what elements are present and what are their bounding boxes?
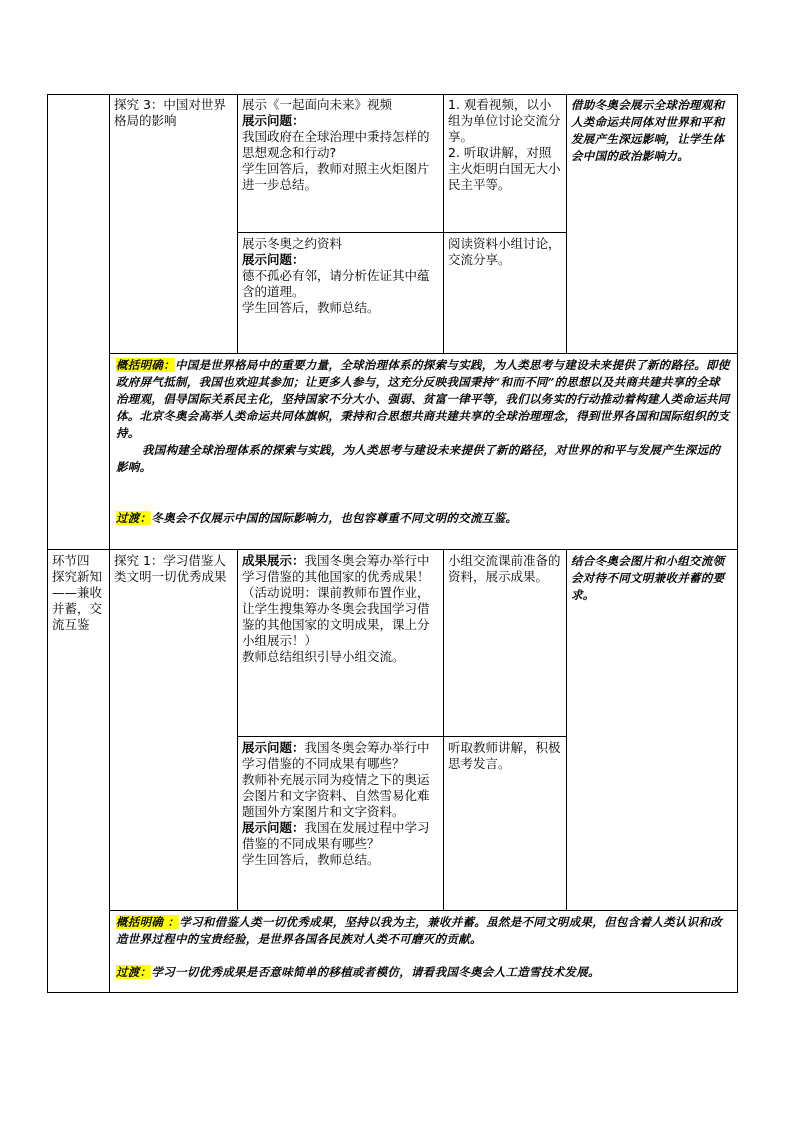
row-divider-summary-1 [109,353,738,354]
design-intent-1: 借助冬奥会展示全球治理观和人类命运共同体对世界和平和发展产生深远影响，让学生体会中国的政治影响力。 [571,98,725,163]
activity-learning-question: 展示问题：我国冬奥会筹办举行中学习借鉴的不同成果有哪些？ [242,740,430,771]
activity-treaty-title: 展示冬奥之约资料 [242,236,343,251]
summary-label-2: 概括明确 ： [116,915,180,929]
activity-results-cell [238,552,443,666]
activity-teacher-note: 学生回答后，教师对照主火炬图片进一步总结。 [242,161,430,192]
student-activity-cell-2 [444,235,566,269]
summary-paragraph-3 [116,914,730,948]
row-divider-summary-2 [109,910,738,911]
activity-results-note: 教师总结组织引导小组交流。 [242,649,405,664]
summary-label-1: 概括明确： [116,358,175,372]
student-activity-cell-3 [444,552,566,586]
row-divider-inner-2 [237,736,567,737]
table-border-right [737,94,738,993]
activity-question-text: 我国政府在全球治理中秉持怎样的思想观念和行动? [242,129,430,160]
activity-video-cell [238,96,443,194]
stage-four-title: 环节四 探究新知——兼收并蓄，交流互鉴 [52,553,103,632]
student-step-4: 小组交流课前准备的资料，展示成果。 [448,553,561,584]
summary-block-1 [112,356,734,528]
student-step-3: 阅读资料小组讨论，交流分享。 [448,236,561,267]
row-divider-stage [47,549,738,550]
summary-text-2: 学习和借鉴人类一切优秀成果，坚持以我为主，兼收并蓄。虽然是不同文明成果，但包含着人类认识和改造世界过程中的宝贵经验，是世界各国各民族对人类不可磨灭的贡献。 [116,915,723,946]
summary-paragraph-1 [116,357,730,442]
explore-3-title: 探究 3：中国对世界格局的影响 [114,97,226,128]
activity-treaty-question: 德不孤必有邻，请分析佐证其中蕴含的道理。 [242,268,430,299]
activity-results-text: 成果展示：我国冬奥会筹办举行中学习借鉴的其他国家的优秀成果！ [242,553,430,584]
transition-text-2: 学习一切优秀成果是否意味简单的移植或者模仿，请看我国冬奥会人工造雪技术发展。 [151,965,600,979]
activity-treaty-label: 展示问题： [242,252,305,267]
table-border-left [47,94,48,993]
summary-block-2 [112,913,734,982]
transition-text-1: 冬奥会不仅展示中国的国际影响力，也包容尊重不同文明的交流互鉴。 [151,511,518,525]
activity-treaty-cell [238,235,443,317]
activity-results-explain: （活动说明：课前教师布置作业，让学生搜集筹办冬奥会我国学习借鉴的其他国家的文明成果，课上分小组展示！） [242,585,430,648]
student-step-2: 2. 听取讲解，对照主火炬明白国无大小民主平等。 [448,145,561,192]
transition-label-2: 过渡： [116,965,152,979]
summary-paragraph-transition-1 [116,510,730,527]
col-divider-1 [109,94,110,993]
activity-treaty-note: 学生回答后，教师总结。 [242,300,380,315]
activity-learning-question-2: 展示问题：我国在发展过程中学习借鉴的不同成果有哪些？ [242,820,430,851]
explore-1-title: 探究 1：学习借鉴人类文明一切优秀成果 [114,553,227,584]
activity-learning-note: 学生回答后，教师总结。 [242,852,380,867]
activity-question-label: 展示问题： [242,113,305,128]
activity-learning-cell [238,739,443,869]
student-step-1: 1. 观看视频，以小组为单位讨论交流分享。 [448,97,561,144]
row-divider-inner-1 [237,232,567,233]
summary-paragraph-transition-2 [116,964,730,981]
transition-label-1: 过渡： [116,511,152,525]
summary-text-1: 中国是世界格局中的重要力量，全球治理体系的探索与实践，为人类思考与建设未来提供了新的路径。即使政府屏气抵制，我国也欢迎其参加；让更多人参与，这充分反映我国秉持“和而不同”的思想以及共商共建共享的全球治理观，倡导国际关系民主化，坚持国家不分大小、强弱、贫富一律平等，我们以务实的行动推动着构建人类命运共同体。北京冬奥会高举人类命运共同体旗帜，秉持和合思想共商共建共享的全球治理理念，得到世界各国和国际组织的支持。 [116,358,730,440]
summary-paragraph-2: 我国构建全球治理体系的探索与实践，为人类思考与建设未来提供了新的路径，对世界的和平与发展产生深远的影响。 [116,443,721,474]
design-intent-2: 结合冬奥会图片和小组交流领会对待不同文明兼收并蓄的要求。 [571,554,725,602]
student-activity-cell-1 [444,96,566,194]
activity-video-title: 展示《一起面向未来》视频 [242,97,393,112]
student-activity-cell-4 [444,739,566,773]
col-divider-3b [443,549,444,910]
student-step-5: 听取教师讲解，积极思考发言。 [448,740,561,771]
activity-learning-extra: 教师补充展示同为疫情之下的奥运会图片和文字资料、自然雪易化难题国外方案图片和文字资料。 [242,772,430,819]
table-border-bottom [47,992,738,993]
table-border-top [47,94,738,95]
